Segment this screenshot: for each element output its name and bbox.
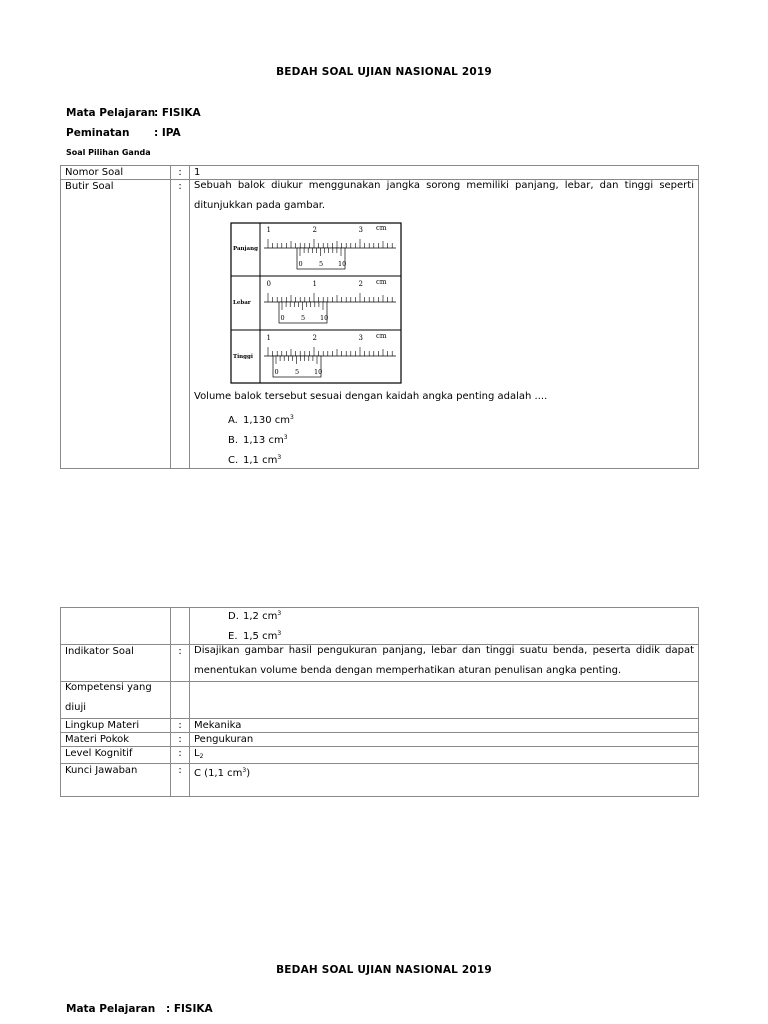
separator: :: [171, 733, 190, 747]
subject-value: : FISIKA: [154, 107, 201, 119]
vernier-label: 5: [319, 260, 324, 268]
option-letter: E.: [228, 631, 238, 642]
question-text: Volume balok tersebut sesuai dengan kaidah angka penting adalah ....: [194, 391, 548, 402]
unit-label: cm: [376, 332, 387, 340]
main-scale-label: 2: [358, 280, 363, 288]
vernier-label: 0: [298, 260, 303, 268]
topic-value: Pengukuran: [190, 733, 699, 747]
main-scale-label: 0: [266, 280, 271, 288]
main-scale-label: 1: [266, 226, 271, 234]
option-text: 1,130 cm: [243, 415, 291, 426]
question-type: Soal Pilihan Ganda: [66, 148, 151, 157]
table-row: [61, 180, 699, 469]
subject-label: Mata Pelajaran: [66, 1003, 156, 1015]
specialization-value: : IPA: [154, 127, 181, 139]
options-continued: [190, 608, 699, 645]
vernier-label: 0: [274, 368, 279, 376]
specialization-row: [66, 127, 181, 139]
cognitive-level-label: Level Kognitif: [61, 747, 171, 764]
option-text: 1,5 cm: [243, 631, 278, 642]
table-row: [61, 733, 699, 747]
table-row: [61, 682, 699, 719]
main-scale-label: 3: [358, 226, 363, 234]
table-row: [61, 747, 699, 764]
answer-key-value: C (1,1 $cm^3$): [190, 764, 699, 797]
vernier-caliper-figure: [230, 222, 402, 384]
option-text: 1,2 cm: [243, 611, 278, 622]
page-title: BEDAH SOAL UJIAN NASIONAL 2019: [276, 66, 492, 78]
option-letter: D.: [228, 611, 239, 622]
caliper-row-label: Lebar: [233, 300, 251, 306]
cognitive-level-value: $L_2$: [190, 747, 699, 764]
details-table: [60, 607, 699, 797]
caliper-row-label: Tinggi: [233, 354, 253, 360]
vernier-caliper-diagram: [230, 222, 402, 384]
indicator-text: Disajikan gambar hasil pengukuran panjang, lebar dan tinggi suatu benda, peserta didik dapat menentukan volume benda dengan memperhatikan aturan penulisan angka penting.: [194, 645, 694, 676]
separator: :: [171, 747, 190, 764]
main-scale-label: 1: [266, 334, 271, 342]
vernier-label: 5: [295, 368, 300, 376]
option-superscript: 3: [283, 434, 288, 441]
subject-label: Mata Pelajaran: [66, 107, 156, 119]
subject-row: [66, 1003, 213, 1015]
unit-label: cm: [376, 278, 387, 286]
subject-value: : FISIKA: [166, 1003, 213, 1015]
vernier-label: 10: [314, 368, 323, 376]
options-list: [194, 604, 694, 644]
vernier-label: 10: [338, 260, 347, 268]
option-text: 1,13 cm: [243, 435, 284, 446]
question-stem: Sebuah balok diukur menggunakan jangka sorong memiliki panjang, lebar, dan tinggi seperti ditunjukkan pada gambar.: [194, 180, 694, 211]
indicator-value: [190, 645, 699, 682]
number-value: 1: [190, 166, 699, 180]
item-content: [190, 180, 699, 469]
separator: :: [171, 764, 190, 797]
indicator-label: Indikator Soal: [61, 645, 171, 682]
page-title: BEDAH SOAL UJIAN NASIONAL 2019: [276, 964, 492, 976]
option-letter: A.: [228, 415, 238, 426]
table-row: [61, 645, 699, 682]
answer-option: [194, 408, 694, 428]
answer-option: [194, 428, 694, 448]
scope-value: Mekanika: [190, 719, 699, 733]
options-list: [194, 408, 694, 468]
main-scale-label: 2: [312, 334, 317, 342]
subject-row: [66, 107, 201, 119]
item-label: Butir Soal: [61, 180, 171, 469]
topic-label: Materi Pokok: [61, 733, 171, 747]
number-label: Nomor Soal: [61, 166, 171, 180]
option-letter: B.: [228, 435, 239, 446]
competency-label: [61, 682, 171, 719]
competency-label-line1: Kompetensi yang: [65, 682, 152, 693]
answer-key-label: Kunci Jawaban: [61, 764, 171, 797]
scope-label: Lingkup Materi: [61, 719, 171, 733]
vernier-label: 5: [301, 314, 306, 322]
caliper-row-label: Panjang: [233, 246, 258, 252]
main-scale-label: 2: [312, 226, 317, 234]
answer-option: [194, 448, 694, 468]
table-row: [61, 719, 699, 733]
competency-label-line2: diuji: [65, 702, 87, 713]
question-table: [60, 165, 699, 469]
option-superscript: 3: [277, 630, 282, 637]
table-row: [61, 764, 699, 797]
unit-label: cm: [376, 224, 387, 232]
competency-value: [190, 682, 699, 719]
option-superscript: 3: [277, 454, 282, 461]
option-text: 1,1 cm: [243, 455, 278, 466]
vernier-label: 10: [320, 314, 329, 322]
separator: :: [171, 166, 190, 180]
specialization-label: Peminatan: [66, 127, 130, 139]
option-superscript: 3: [290, 414, 294, 421]
main-scale-label: 3: [358, 334, 363, 342]
main-scale-label: 1: [312, 280, 317, 288]
table-row: [61, 608, 699, 645]
option-superscript: 3: [277, 610, 282, 617]
answer-option: [194, 604, 694, 624]
separator: :: [171, 180, 190, 469]
option-letter: C.: [228, 455, 239, 466]
vernier-label: 0: [280, 314, 285, 322]
separator: :: [171, 645, 190, 682]
separator: :: [171, 719, 190, 733]
